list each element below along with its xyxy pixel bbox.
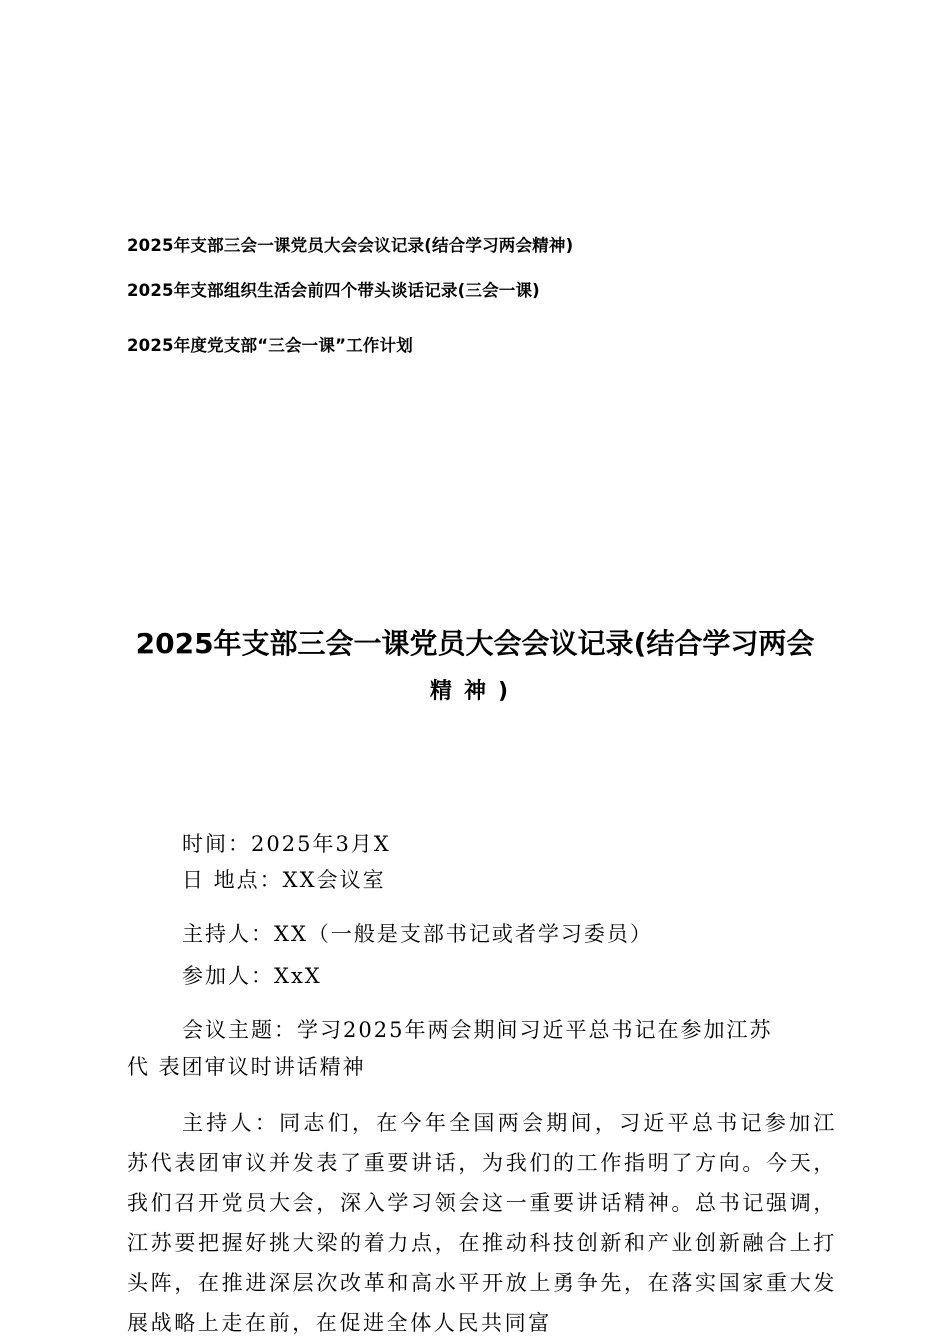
- body-paragraph-text: 主持人：同志们，在今年全国两会期间，习近平总书记参加江苏代表团审议并发表了重要讲话，为我们的工作指明了方向。今天，我们召开党员大会，深入学习领会这一重要讲话精神。总书记强调，江苏要把握好挑大梁的着力点，在推动科技创新和产业创新融合上打头阵，在推进深层次改革和高水平开放上勇争先，在落实国家重大发展战略上走在前，在促进全体人民共同富: [127, 1111, 837, 1335]
- meeting-time: 时间：2025年3月X: [182, 832, 391, 856]
- toc-item[interactable]: 2025年支部组织生活会前四个带头谈话记录(三会一课): [127, 281, 540, 300]
- toc-item[interactable]: 2025年度党支部“三会一课”工作计划: [127, 336, 413, 355]
- meeting-attendees: 参加人：XxX: [182, 964, 322, 988]
- meeting-theme-line1: 会议主题：学习2025年两会期间习近平总书记在参加江苏: [182, 1018, 773, 1042]
- document-title-line2: 精神): [429, 679, 521, 704]
- meeting-theme: [127, 1012, 837, 1086]
- meeting-host: 主持人：XX（一般是支部书记或者学习委员）: [182, 922, 653, 946]
- body-paragraph: [127, 1103, 837, 1343]
- meeting-place: 日 地点：XX会议室: [182, 868, 386, 892]
- document-title: [100, 620, 850, 716]
- document-title-line1: 2025年支部三会一课党员大会会议记录(结合学习两会: [135, 627, 815, 660]
- meeting-theme-line2: 代 表团审议时讲话精神: [127, 1055, 366, 1079]
- toc-item[interactable]: 2025年支部三会一课党员大会会议记录(结合学习两会精神): [127, 236, 574, 255]
